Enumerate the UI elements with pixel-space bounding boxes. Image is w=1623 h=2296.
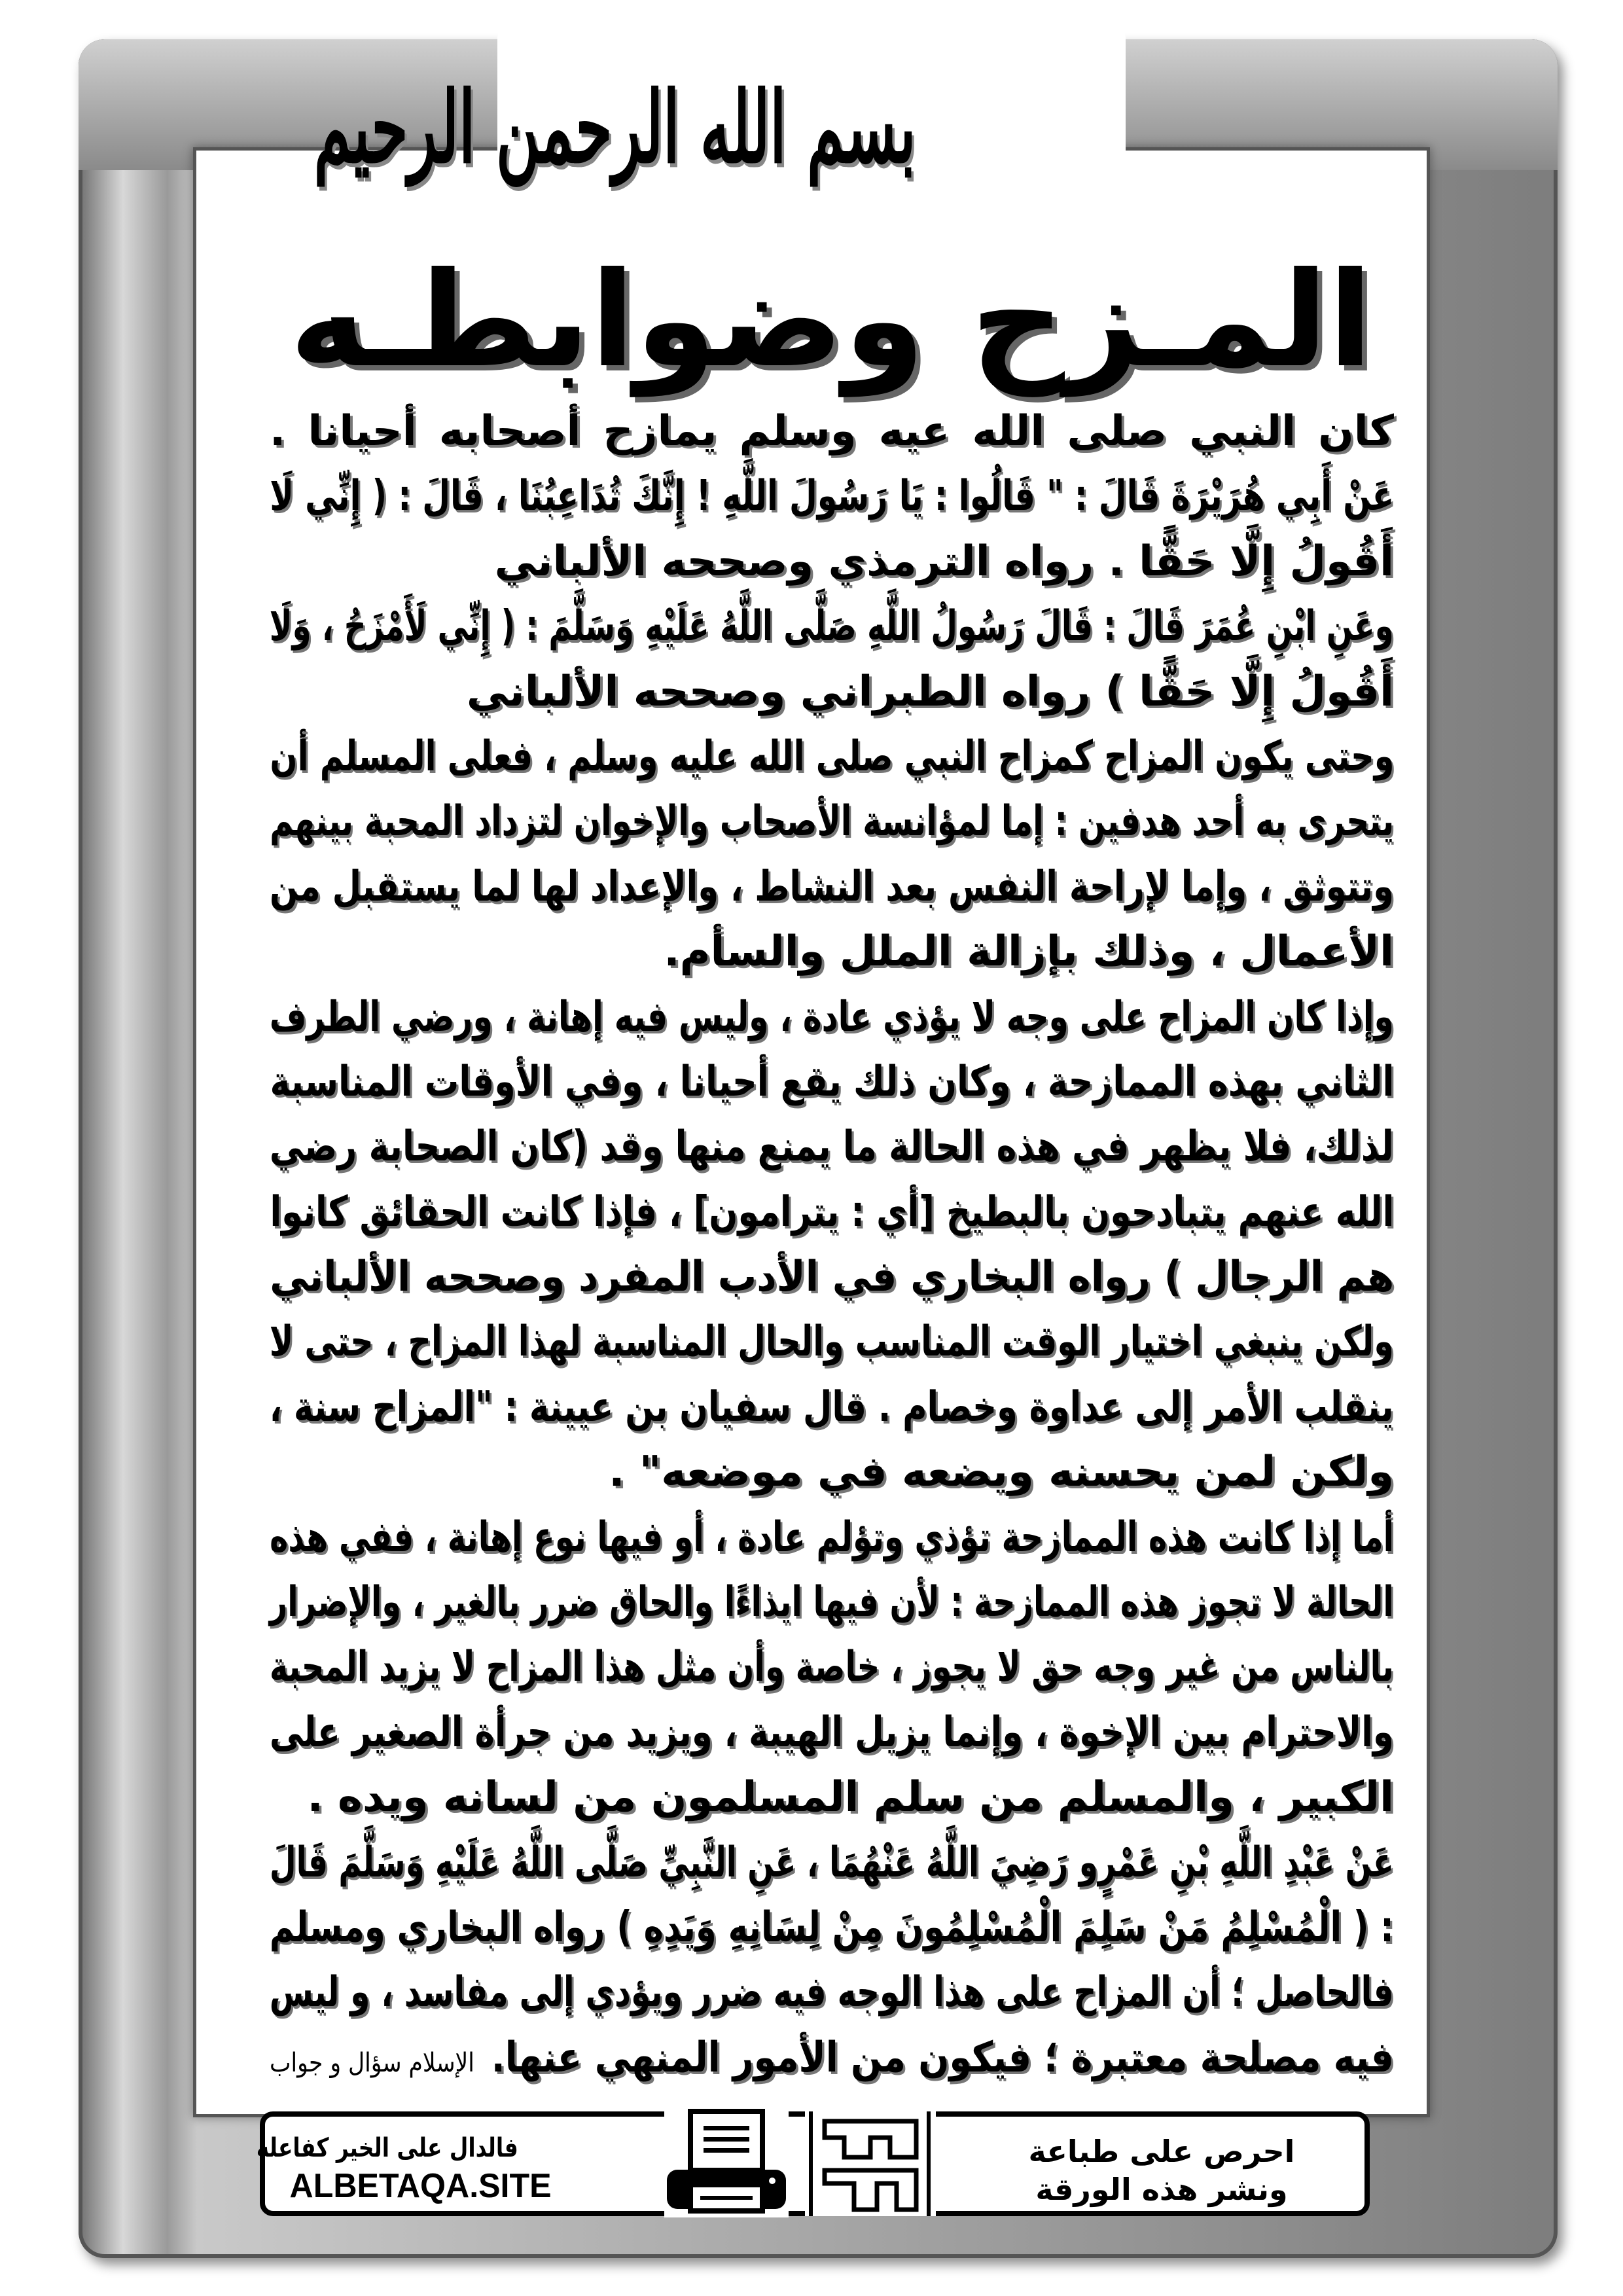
text-line-content: كان النبي صلى الله عيه وسلم يمازح أصحابه أحيانا . [270, 407, 1394, 456]
text-line-content: الثاني بهذه الممازحة ، وكان ذلك يقع أحيانا ، وفي الأوقات المناسبة [270, 1057, 1394, 1106]
text-line-content: ينقلب الأمر إلى عداوة وخصام . قال سفيان بن عيينة : "المزاح سنة ، [270, 1382, 1394, 1431]
text-line [270, 985, 1394, 1050]
text-line-content: الأعمال ، وذلك بإزالة الملل والسأم. [664, 927, 1394, 977]
text-line-content: عَنْ عَبْدِ اللَّهِ بْنِ عَمْرٍو رَضِيَ اللَّهُ عَنْهُمَا ، عَنِ النَّبِيِّ صَلَّى اللَّهُ عَلَيْهِ وَسَلَّمَ قَالَ [269, 1838, 1394, 1887]
text-line-content: ولكن ينبغي اختيار الوقت المناسب والحال المناسبة لهذا المزاح ، حتى لا [269, 1318, 1394, 1367]
footer-print-appeal [1024, 2132, 1299, 2208]
text-line-content: الحالة لا تجوز هذه الممازحة : لأن فيها ايذاءًا والحاق ضرر بالغير ، والإضرار [269, 1578, 1394, 1627]
text-line-content: أما إذا كانت هذه الممازحة تؤذي وتؤلم عادة ، أو فيها نوع إهانة ، ففي هذه [270, 1513, 1394, 1562]
text-line [270, 1765, 1394, 1830]
text-line [270, 660, 1394, 725]
text-line [270, 725, 1394, 789]
text-line [270, 789, 1394, 854]
text-line [270, 1570, 1394, 1635]
text-line [270, 1700, 1394, 1765]
text-line-content: أَقُولُ إِلَّا حَقًّا . رواه الترمذي وصححه الألباني [494, 537, 1394, 586]
text-line-content: لذلك، فلا يظهر في هذه الحالة ما يمنع منها وقد (كان الصحابة رضي [270, 1122, 1394, 1172]
text-line-content: وإذا كان المزاح على وجه لا يؤذي عادة ، وليس فيه إهانة ، ورضي الطرف [269, 992, 1394, 1041]
website-row [285, 2166, 552, 2206]
text-line-content: فيه مصلحة معتبرة ؛ فيكون من الأمور المنهي عنها. [491, 2033, 1394, 2082]
text-line [270, 1505, 1394, 1570]
text-line-content: أَقُولُ إِلَّا حَقًّا ) رواه الطبراني وصححه الألباني [466, 667, 1394, 716]
text-line-content: فالحاصل ؛ أن المزاح على هذا الوجه فيه ضرر ويؤدي إلى مفاسد ، و ليس [270, 1968, 1394, 2017]
footer-slogan: فالدال على الخير كفاعله [256, 2133, 518, 2163]
printer-icon [664, 2108, 789, 2217]
text-line [270, 1115, 1394, 1179]
text-line [270, 594, 1394, 659]
footer-slogan-row [256, 2130, 546, 2166]
text-line [270, 1310, 1394, 1374]
text-line [270, 399, 1394, 464]
basmala-calligraphy: بسم الله الرحمن الرحيم [313, 70, 916, 185]
text-line-content: الله عنهم يتبادحون بالبطيخ [أي : يترامون] ، فإذا كانت الحقائق كانوا [270, 1187, 1394, 1236]
text-line-content: وعَنِ ابْنِ عُمَرَ قَالَ : قَالَ رَسُولُ اللَّهِ صَلَّى اللَّهُ عَلَيْهِ وَسَلَّمَ : ( إِنِّي لَأَمْزَحُ ، وَلَا [270, 602, 1394, 651]
print-appeal-row2 [1024, 2170, 1299, 2208]
text-line-content: بالناس من غير وجه حق لا يجوز ، خاصة وأن مثل هذا المزاح لا يزيد المحبة [270, 1643, 1394, 1692]
text-line [270, 1960, 1394, 2025]
website-link[interactable]: ALBETAQA.SITE [289, 2167, 552, 2205]
text-line-content: يتحرى به أحد هدفين : إما لمؤانسة الأصحاب والإخوان لتزداد المحبة بينهم [269, 797, 1394, 846]
text-line [270, 529, 1394, 594]
text-line-last-content [270, 2026, 1394, 2096]
print-appeal-row1 [1024, 2132, 1299, 2170]
basmala-calligraphy-box [313, 33, 1113, 223]
print-appeal-line2: ونشر هذه الورقة [1035, 2172, 1288, 2207]
text-line [270, 920, 1394, 984]
text-line [270, 464, 1394, 529]
print-appeal-line1: احرص على طباعة [1028, 2134, 1295, 2169]
text-line-content: هم الرجال ) رواه البخاري في الأدب المفرد وصححه الألباني [269, 1253, 1394, 1302]
text-line-content: عَنْ أَبِي هُرَيْرَةَ قَالَ : " قَالُوا : يَا رَسُولَ اللَّهِ ! إِنَّكَ تُدَاعِبُنَا ، قَالَ : ( إِنِّي لَا [269, 472, 1394, 521]
text-line-content: وحتى يكون المزاح كمزاح النبي صلى الله عليه وسلم ، فعلى المسلم أن [269, 732, 1394, 781]
text-line-last [270, 2026, 1394, 2090]
text-line [270, 1635, 1394, 1700]
footer-website-block [256, 2130, 552, 2206]
page-title-box [275, 242, 1387, 399]
text-line-content: والاحترام بين الإخوة ، وإنما يزيل الهيبة ، ويزيد من جرأة الصغير على [270, 1708, 1394, 1757]
article-body [270, 399, 1394, 2090]
text-line-content: وتتوثق ، وإما لإراحة النفس بعد النشاط ، والإعداد لها لما يستقبل من [269, 862, 1394, 911]
source-credit: الإسلام سؤال و جواب [270, 2047, 474, 2078]
page-title: المـزح وضوابطـه [289, 244, 1373, 397]
dawa-paper-logo [805, 2111, 936, 2216]
text-line [270, 1180, 1394, 1245]
text-line [270, 855, 1394, 920]
text-line [270, 1895, 1394, 1960]
text-line [270, 1831, 1394, 1895]
text-line [270, 1375, 1394, 1440]
text-line-content: : ( الْمُسْلِمُ مَنْ سَلِمَ الْمُسْلِمُونَ مِنْ لِسَانِهِ وَيَدِهِ ) رواه البخاري ومسلم [269, 1903, 1394, 1952]
text-line-content: الكبير ، والمسلم من سلم المسلمون من لسانه ويده . [307, 1773, 1394, 1822]
footer-banner [256, 2111, 1370, 2216]
text-line [270, 1440, 1394, 1505]
text-line [270, 1245, 1394, 1310]
text-line [270, 1050, 1394, 1115]
text-line-content: ولكن لمن يحسنه ويضعه في موضعه" . [609, 1448, 1394, 1497]
